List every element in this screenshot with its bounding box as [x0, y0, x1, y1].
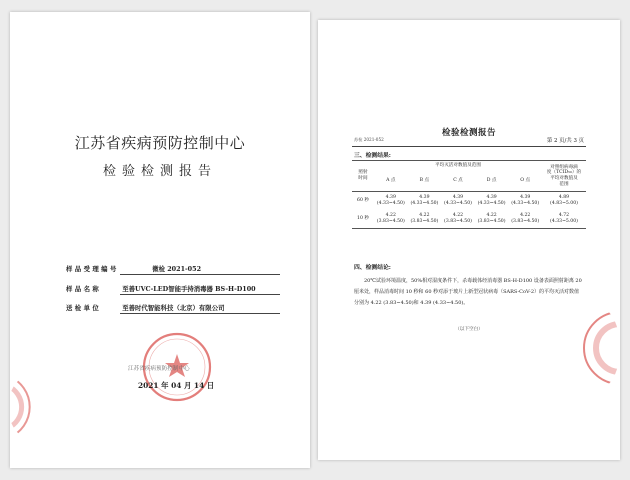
section-conclusion-heading: 四、检测结论: [354, 265, 391, 271]
underline [120, 313, 280, 314]
client-value: 至善时代智能科技（北京）有限公司 [122, 304, 225, 312]
end-note: （以下空白） [455, 327, 483, 332]
control-cell: 4.89 (4.83~5.00) [542, 192, 586, 211]
avg-header: 平均灭活对数值及范围 [374, 161, 542, 172]
value-cell: 4.39 (4.33~4.50) [408, 192, 442, 211]
results-table [352, 160, 586, 229]
value-cell: 4.22 (3.83~4.50) [410, 213, 439, 224]
underline [120, 274, 280, 275]
col-time-header: 照射 时间 [352, 161, 374, 192]
section-results-heading: 三、检测结果: [354, 153, 391, 159]
sample-number-label: 样品受理编号 [66, 265, 119, 273]
underline [120, 294, 280, 295]
red-seal-partial-icon [580, 308, 620, 388]
table-row [352, 192, 586, 211]
value-cell: 4.22 (3.83~4.50) [511, 213, 540, 224]
client-label: 送检单位 [66, 304, 102, 312]
point-header: O 点 [520, 178, 531, 184]
header-rule [352, 146, 586, 147]
value-cell: 4.22 (3.83~4.50) [376, 213, 405, 224]
organization-name: 江苏省疾病预防控制中心 [74, 134, 246, 152]
point-header: D 点 [486, 178, 497, 184]
page2-title: 检验检测报告 [441, 128, 496, 138]
value-cell: 4.39 (4.33~4.50) [441, 192, 475, 211]
report-number: 苏检 2021-052 [354, 137, 384, 142]
client-field [66, 303, 224, 312]
sample-number-value: 微检 2021-052 [152, 265, 202, 273]
sample-name-label: 样品名称 [66, 285, 102, 293]
point-header: C 点 [453, 178, 463, 184]
report-title: 检验检测报告 [102, 164, 217, 179]
results-page [318, 20, 620, 460]
control-cell: 4.72 (4.33~5.00) [550, 213, 578, 224]
point-header: B 点 [419, 178, 430, 184]
value-cell: 4.39 (4.33~4.50) [508, 192, 542, 211]
value-cell: 4.39 (4.33~4.50) [374, 192, 408, 211]
value-cell: 4.22 (3.83~4.50) [477, 213, 506, 224]
sample-number-field [66, 264, 201, 273]
sample-name-field [66, 284, 256, 293]
time-cell: 10 秒 [357, 216, 369, 222]
conclusion-text: 20℃试验环境温度，50%相对湿度条件下，杀毒载体经消毒器 BS-H-D100 设备表面照射距离 20 厘米处，样品消毒时间 10 秒和 60 秒对添于玻片上新型冠状病毒（SARS-CoV-2）的平均灭活对数值分别为 4.22 (3.83~4.50)和 4.39 (4.33~4.50)。 [354, 278, 582, 306]
control-header: 对照组病毒滴 度（TCID₅₀）的 平均对数值及 范围 [542, 161, 586, 192]
sample-name-value: 至善UVC-LED智能手持消毒器 BS-H-D100 [122, 285, 256, 293]
value-cell: 4.22 (3.83~4.50) [444, 213, 472, 224]
time-cell: 60 秒 [352, 192, 374, 211]
issue-date: 2021 年 04 月 14 日 [138, 381, 215, 390]
page-indicator: 第 2 页/共 3 页 [546, 138, 584, 144]
red-seal-partial-icon [8, 372, 68, 442]
stamp-organization: 江苏省疾病预防控制中心 [128, 366, 190, 372]
table-row [352, 210, 586, 229]
value-cell: 4.39 (4.33~4.50) [475, 192, 509, 211]
point-header: A 点 [386, 178, 396, 184]
cover-page [10, 12, 310, 468]
